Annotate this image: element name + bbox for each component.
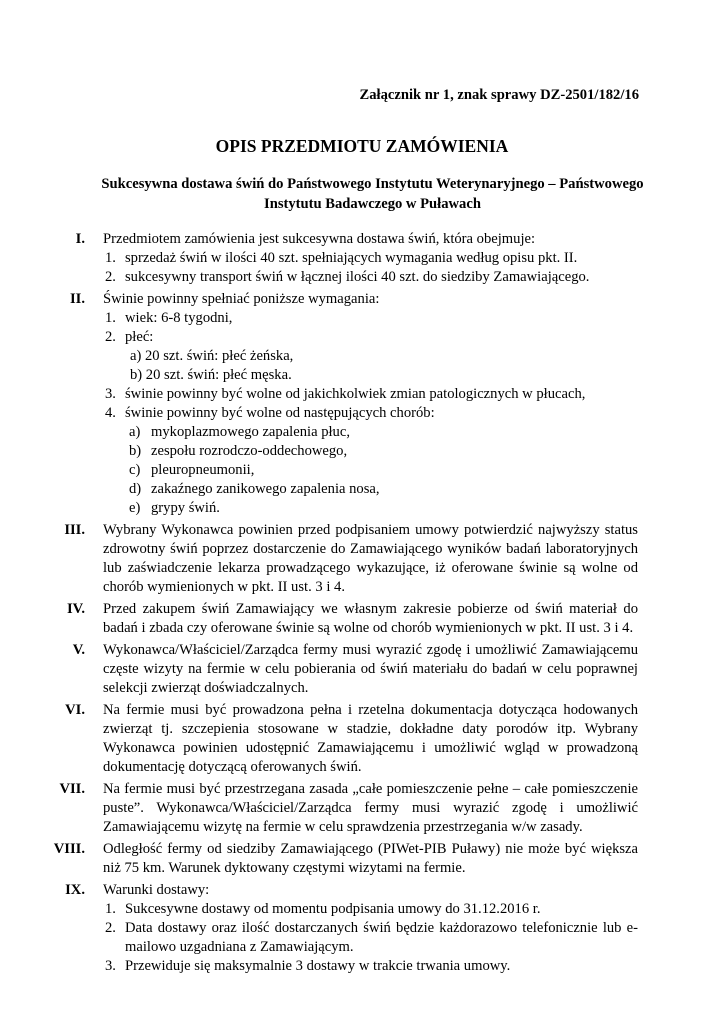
sub-list-marker: c)	[129, 462, 141, 478]
case-reference: Załącznik nr 1, znak sprawy DZ-2501/182/16	[359, 87, 639, 103]
section-5	[0, 641, 724, 698]
list-item-text: sprzedaż świń w ilości 40 szt. spełniających wymagania według opisu pkt. II.	[125, 250, 578, 266]
sub-list-item-text: pleuropneumonii,	[151, 462, 255, 478]
list-marker: 1.	[105, 901, 116, 917]
list-marker: 1.	[105, 250, 116, 266]
list-item-text: świnie powinny być wolne od jakichkolwiek zmian patologicznych w płucach,	[125, 386, 586, 402]
section-number: III.	[64, 522, 85, 538]
list-marker: 1.	[105, 310, 116, 326]
section-text: Na fermie musi być prowadzona pełna i rzetelna dokumentacja dotycząca hodowanych zwierząt tj. szczepienia stosowane w stadzie, dokładne daty porodów itp. Wybrany Wykonawca powinien udostępnić Zamawiającemu i umożliwić wgląd w prowadzoną dokumentację dotyczącą oferowanych świń.	[103, 702, 638, 775]
list-item-text: Sukcesywne dostawy od momentu podpisania umowy do 31.12.2016 r.	[125, 901, 541, 917]
section-number: IV.	[67, 601, 85, 617]
section-number: VIII.	[53, 841, 85, 857]
section-number: VI.	[65, 702, 85, 718]
list-item	[103, 404, 638, 423]
list-item	[103, 919, 638, 957]
list-marker: 3.	[105, 386, 116, 402]
document-title: OPIS PRZEDMIOTU ZAMÓWIENIA	[215, 136, 509, 156]
sub-list-item-text: mykoplazmowego zapalenia płuc,	[151, 424, 350, 440]
subtitle-line-1: Sukcesywna dostawa świń do Państwowego Instytutu Weterynaryjnego – Państwowego	[101, 176, 644, 192]
list-marker: 2.	[105, 920, 116, 936]
section-4	[0, 600, 724, 638]
section-7	[0, 780, 724, 837]
subtitle-line-2: Instytutu Badawczego w Puławach	[264, 196, 481, 212]
sub-list-item	[129, 461, 638, 480]
section-8	[0, 840, 724, 878]
section-2	[0, 290, 724, 518]
section-3	[0, 521, 724, 597]
sub-list-marker: d)	[129, 481, 142, 497]
section-text: Wybrany Wykonawca powinien przed podpisaniem umowy potwierdzić najwyższy status zdrowotny świń poprzez dostarczenie do Zamawiającego wyników badań laboratoryjnych lub zaświadczenie lekarza prowadzącego wykazujące, iż oferowane świnie są wolne od chorób wymienionych w pkt. II ust. 3 i 4.	[103, 522, 638, 595]
sub-list-item-text: zakaźnego zanikowego zapalenia nosa,	[151, 481, 380, 497]
list-marker: 2.	[105, 329, 116, 345]
sub-list-item: b) 20 szt. świń: płeć męska.	[130, 367, 292, 383]
section-text: Przed zakupem świń Zamawiający we własnym zakresie pobierze od świń materiał do badań i zbada czy oferowane świnie są wolne od chorób wymienionych w pkt. II ust. 3 i 4.	[103, 601, 638, 636]
list-item	[103, 268, 638, 287]
list-marker: 2.	[105, 269, 116, 285]
sub-list-marker: a)	[129, 424, 141, 440]
section-text: Przedmiotem zamówienia jest sukcesywna dostawa świń, która obejmuje:	[103, 231, 536, 247]
list-marker: 3.	[105, 958, 116, 974]
sub-list-item	[129, 423, 638, 442]
section-number: IX.	[65, 882, 85, 898]
list-item	[103, 957, 638, 976]
section-number: I.	[75, 231, 85, 247]
sub-list-marker: b)	[129, 443, 142, 459]
list-item	[103, 249, 638, 268]
section-9	[0, 881, 724, 976]
section-number: II.	[69, 291, 85, 307]
sub-list-item	[129, 480, 638, 499]
list-item	[103, 900, 638, 919]
section-text: Świnie powinny spełniać poniższe wymagania:	[103, 291, 380, 307]
sub-list-item-text: grypy świń.	[151, 500, 220, 516]
section-number: VII.	[59, 781, 85, 797]
list-item-text: wiek: 6-8 tygodni,	[125, 310, 233, 326]
section-text: Na fermie musi być przestrzegana zasada „całe pomieszczenie pełne – całe pomieszczenie puste”. Wykonawca/Właściciel/Zarządca fermy musi wyrazić zgodę i umożliwić Zamawiającemu wizytę na fermie w celu sprawdzenia przestrzegania w/w zasady.	[103, 781, 638, 835]
sub-list-item-text: zespołu rozrodczo-oddechowego,	[151, 443, 348, 459]
section-1	[0, 230, 724, 287]
section-number: V.	[72, 642, 85, 658]
section-6	[0, 701, 724, 777]
list-item	[103, 385, 638, 404]
document-body	[0, 230, 724, 979]
list-marker: 4.	[105, 405, 116, 421]
list-item	[103, 309, 638, 328]
sub-list-marker: e)	[129, 500, 141, 516]
list-item-text: płeć:	[125, 329, 154, 345]
sub-list-item: a) 20 szt. świń: płeć żeńska,	[130, 348, 294, 364]
sub-list-item	[129, 442, 638, 461]
list-item-text: sukcesywny transport świń w łącznej ilości 40 szt. do siedziby Zamawiającego.	[125, 269, 590, 285]
document-subtitle	[100, 174, 645, 214]
section-text: Wykonawca/Właściciel/Zarządca fermy musi wyrazić zgodę i umożliwić Zamawiającemu częste wizyty na fermie w celu pobierania od świń materiału do badań w celu poprawnej selekcji zwierząt doświadczalnych.	[103, 642, 638, 696]
list-item-text: Data dostawy oraz ilość dostarczanych świń będzie każdorazowo telefonicznie lub e-mailowo uzgadniana z Zamawiającym.	[125, 920, 638, 955]
sub-list-item	[129, 499, 638, 518]
list-item	[103, 328, 638, 347]
list-item-text: Przewiduje się maksymalnie 3 dostawy w trakcie trwania umowy.	[125, 958, 511, 974]
list-item-text: świnie powinny być wolne od następujących chorób:	[125, 405, 435, 421]
section-text: Odległość fermy od siedziby Zamawiającego (PIWet-PIB Puławy) nie może być większa niż 75 km. Warunek dyktowany częstymi wizytami na fermie.	[103, 841, 638, 876]
section-text: Warunki dostawy:	[103, 882, 210, 898]
